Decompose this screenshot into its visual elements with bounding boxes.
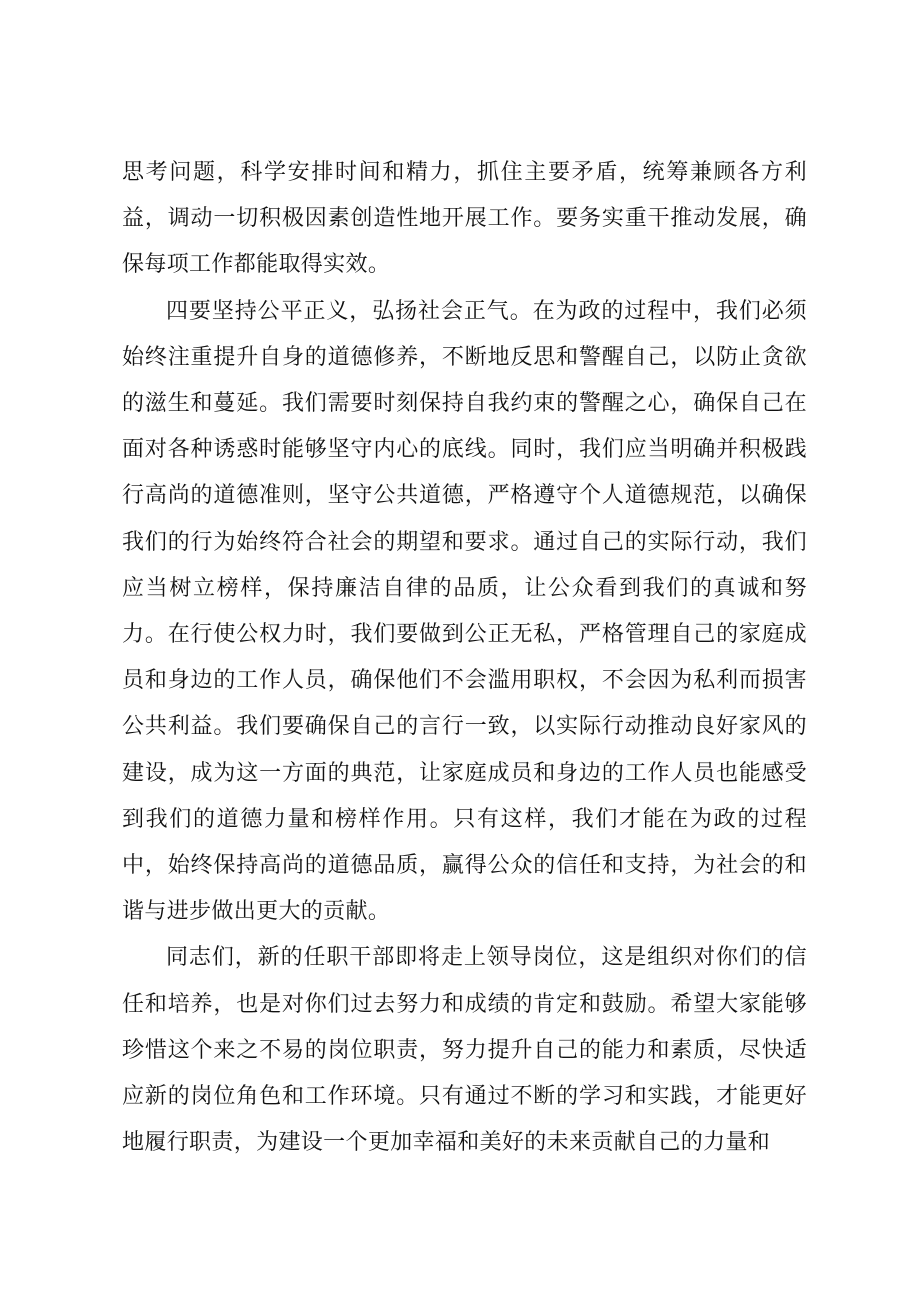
paragraph-continuation: 思考问题，科学安排时间和精力，抓住主要矛盾，统筹兼顾各方利益，调动一切积极因素创造性地开展工作。要务实重干推动发展，确保每项工作都能取得实效。: [122, 160, 807, 278]
paragraph-comrades: 同志们，新的任职干部即将走上领导岗位，这是组织对你们的信任和培养，也是对你们过去努力和成绩的肯定和鼓励。希望大家能够珍惜这个来之不易的岗位职责，努力提升自己的能力和素质，尽快适应新的岗位角色和工作环境。只有通过不断的学习和实践，才能更好地履行职责，为建设一个更加幸福和美好的未来贡献自己的力量和: [122, 945, 807, 1156]
document-body: [122, 150, 807, 1166]
paragraph-point-four: 四要坚持公平正义，弘扬社会正气。在为政的过程中，我们必须始终注重提升自身的道德修养，不断地反思和警醒自己，以防止贪欲的滋生和蔓延。我们需要时刻保持自我约束的警醒之心，确保自己在面对各种诱惑时能够坚守内心的底线。同时，我们应当明确并积极践行高尚的道德准则，坚守公共道德，严格遵守个人道德规范，以确保我们的行为始终符合社会的期望和要求。通过自己的实际行动，我们应当树立榜样，保持廉洁自律的品质，让公众看到我们的真诚和努力。在行使公权力时，我们要做到公正无私，严格管理自己的家庭成员和身边的工作人员，确保他们不会滥用职权，不会因为私利而损害公共利益。我们要确保自己的言行一致，以实际行动推动良好家风的建设，成为这一方面的典范，让家庭成员和身边的工作人员也能感受到我们的道德力量和榜样作用。只有这样，我们才能在为政的过程中，始终保持高尚的道德品质，赢得公众的信任和支持，为社会的和谐与进步做出更大的贡献。: [122, 298, 807, 925]
